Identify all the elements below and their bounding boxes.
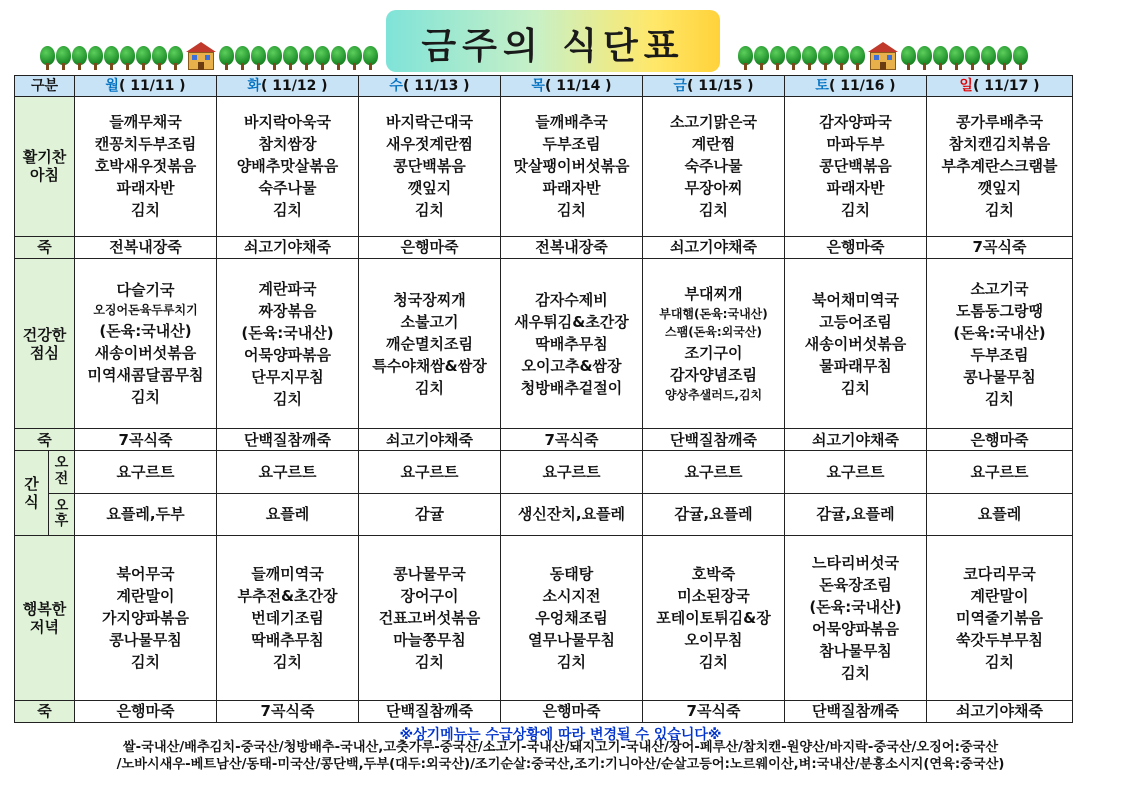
menu-item: 두부조림 (542, 135, 601, 154)
menu-item: 김치 (699, 201, 728, 220)
menu-item: 새우튀김&초간장 (514, 312, 629, 331)
menu-item: 김치 (841, 663, 870, 682)
dinner-label: 행복한 저녁 (15, 535, 75, 700)
menu-item: 북어채미역국 (812, 290, 899, 309)
menu-item: 마늘쫑무침 (393, 630, 466, 649)
menu-item: 캔꽁치두부조림 (94, 135, 197, 154)
menu-item: 바지락근대국 (386, 113, 473, 132)
day-header-fri (643, 76, 785, 97)
menu-item: 양상추샐러드,김치 (664, 387, 763, 402)
lunch-cell (217, 259, 359, 429)
menu-item: 콩나물무국 (393, 564, 466, 583)
menu-item: 청국장찌개 (393, 290, 466, 309)
day-name: 토 (815, 77, 829, 94)
menu-item: 포테이토튀김&장 (656, 608, 771, 627)
porridge-cell: 7곡식죽 (927, 236, 1073, 258)
snack-afternoon-label: 오 후 (49, 493, 75, 535)
snack-cell: 생신잔치,요플레 (501, 493, 643, 535)
tree-icon (104, 46, 119, 70)
menu-item: 바지락아욱국 (244, 113, 331, 132)
tree-icon (802, 46, 817, 70)
tree-icon (120, 46, 135, 70)
breakfast-cell (217, 97, 359, 237)
menu-item: 특수야채쌈&쌈장 (372, 356, 487, 375)
menu-item: 김치 (985, 652, 1014, 671)
menu-item: 들깨무채국 (109, 113, 182, 132)
menu-item: 새송이버섯볶음 (804, 334, 907, 353)
menu-item: 미역새콤달콤무침 (87, 365, 204, 384)
menu-item: (돈육:국내산) (809, 597, 902, 616)
menu-item: 김치 (557, 652, 586, 671)
porridge-label: 죽 (15, 700, 75, 722)
menu-item: 부추전&초간장 (237, 586, 338, 605)
tree-icon (933, 46, 948, 70)
tree-icon (168, 46, 183, 70)
tree-icon (331, 46, 346, 70)
menu-item: 소시지전 (542, 586, 601, 605)
menu-item: 콩단백볶음 (393, 157, 466, 176)
porridge-label: 죽 (15, 429, 75, 451)
tree-icon (219, 46, 234, 70)
tree-icon (754, 46, 769, 70)
menu-item: 호박새우젓볶음 (94, 157, 197, 176)
menu-item: 김치 (131, 201, 160, 220)
porridge-row (15, 700, 1073, 722)
dinner-cell (785, 535, 927, 700)
menu-item: 참치쌈장 (258, 135, 317, 154)
porridge-row (15, 236, 1073, 258)
breakfast-cell (501, 97, 643, 237)
menu-item: 청방배추겉절이 (520, 378, 623, 397)
tree-icon (136, 46, 151, 70)
day-name: 월 (105, 77, 119, 94)
porridge-cell: 은행마죽 (785, 236, 927, 258)
menu-item: 코다리무국 (963, 564, 1036, 583)
porridge-cell: 단백질참깨죽 (217, 429, 359, 451)
porridge-cell: 쇠고기야채죽 (217, 236, 359, 258)
snack-cell: 요플레,두부 (75, 493, 217, 535)
tree-decoration-left (40, 44, 378, 70)
snack-cell: 감귤,요플레 (785, 493, 927, 535)
day-name: 화 (247, 77, 261, 94)
menu-item: 짜장볶음 (258, 301, 317, 320)
tree-icon (786, 46, 801, 70)
menu-item: 단무지무침 (251, 367, 324, 386)
menu-item: (돈육:국내산) (241, 323, 334, 342)
origin-line: 쌀-국내산/배추김치-중국산/청방배추-국내산,고춧가루-중국산/소고기-국내산/돼지고기-국내산/장어-페루산/참치캔-원양산/바지락-중국산/오징어:중국산 (122, 740, 999, 755)
snack-morning-row (15, 451, 1073, 493)
snack-cell: 요구르트 (501, 451, 643, 493)
tree-icon (315, 46, 330, 70)
menu-item: 숙주나물 (684, 157, 743, 176)
tree-icon (347, 46, 362, 70)
menu-item: 파래자반 (826, 179, 885, 198)
porridge-cell: 은행마죽 (75, 700, 217, 722)
snack-afternoon-row (15, 493, 1073, 535)
porridge-row (15, 429, 1073, 451)
lunch-cell (359, 259, 501, 429)
day-header-tue (217, 76, 359, 97)
porridge-cell: 전복내장죽 (75, 236, 217, 258)
menu-item: 마파두부 (826, 135, 885, 154)
breakfast-cell (927, 97, 1073, 237)
tree-icon (56, 46, 71, 70)
lunch-cell (75, 259, 217, 429)
snack-cell: 요플레 (927, 493, 1073, 535)
menu-item: 콩가루배추국 (956, 113, 1043, 132)
menu-item: 콩나물무침 (963, 367, 1036, 386)
lunch-label: 건강한 점심 (15, 259, 75, 429)
menu-item: 부대찌개 (684, 284, 743, 303)
title-banner (386, 10, 720, 72)
porridge-cell: 은행마죽 (927, 429, 1073, 451)
snack-morning-label: 오 전 (49, 451, 75, 493)
day-date: ( 11/14 ) (544, 77, 612, 94)
menu-item: 소불고기 (400, 312, 459, 331)
menu-item: 계란말이 (970, 586, 1029, 605)
snack-cell: 요구르트 (359, 451, 501, 493)
menu-item: 김치 (273, 389, 302, 408)
menu-item: 김치 (841, 378, 870, 397)
menu-item: 딱배추무침 (535, 334, 608, 353)
menu-item: 느타리버섯국 (812, 553, 899, 572)
menu-item: 물파래무침 (819, 356, 892, 375)
day-date: ( 11/12 ) (260, 77, 328, 94)
tree-icon (770, 46, 785, 70)
tree-icon (965, 46, 980, 70)
menu-item: 새우젓계란찜 (386, 135, 473, 154)
tree-icon (917, 46, 932, 70)
day-date: ( 11/16 ) (828, 77, 896, 94)
menu-item: 김치 (415, 378, 444, 397)
origin-line: /노바시새우-베트남산/동태-미국산/콩단백,두부(대두:외국산)/조기순살:중국산,조기:기니아산/순살고등어:노르웨이산,벼:국내산/분홍소시지(연육:중국산) (116, 756, 1005, 772)
porridge-cell: 쇠고기야채죽 (785, 429, 927, 451)
menu-item: 김치 (131, 652, 160, 671)
menu-item: 호박죽 (691, 564, 736, 583)
menu-item: 깻잎지 (407, 179, 452, 198)
snack-label: 간 식 (15, 451, 49, 536)
lunch-cell (785, 259, 927, 429)
breakfast-label: 활기찬 아침 (15, 97, 75, 237)
day-date: ( 11/17 ) (972, 77, 1040, 94)
menu-item: 미역줄기볶음 (956, 608, 1043, 627)
menu-item: 두부조림 (970, 345, 1029, 364)
menu-item: 오이고추&쌈장 (521, 356, 622, 375)
menu-item: 부대햄(돈육:국내산) (659, 306, 768, 321)
menu-item: 참나물무침 (819, 641, 892, 660)
breakfast-cell (359, 97, 501, 237)
tree-icon (818, 46, 833, 70)
dinner-cell (75, 535, 217, 700)
snack-cell: 요플레 (217, 493, 359, 535)
menu-item: 깻잎지 (977, 179, 1022, 198)
porridge-cell: 쇠고기야채죽 (927, 700, 1073, 722)
menu-item: 김치 (985, 389, 1014, 408)
porridge-cell: 쇠고기야채죽 (643, 236, 785, 258)
tree-icon (997, 46, 1012, 70)
breakfast-cell (643, 97, 785, 237)
porridge-cell: 은행마죽 (501, 700, 643, 722)
menu-item: 번데기조림 (251, 608, 324, 627)
dinner-cell (501, 535, 643, 700)
menu-item: 딱배추무침 (251, 630, 324, 649)
porridge-label: 죽 (15, 236, 75, 258)
menu-item: (돈육:국내산) (953, 323, 1046, 342)
menu-item: 김치 (985, 201, 1014, 220)
porridge-cell: 전복내장죽 (501, 236, 643, 258)
menu-item: 감자양념조림 (670, 365, 757, 384)
menu-item: 소고기국 (970, 279, 1029, 298)
menu-item: 들깨배추국 (535, 113, 608, 132)
menu-item: 김치 (415, 652, 444, 671)
snack-cell: 요구르트 (785, 451, 927, 493)
dinner-cell (217, 535, 359, 700)
day-date: ( 11/13 ) (402, 77, 470, 94)
menu-item: 다슬기국 (116, 281, 175, 300)
day-date: ( 11/15 ) (686, 77, 754, 94)
menu-item: 새송이버섯볶음 (94, 343, 197, 362)
lunch-cell (501, 259, 643, 429)
menu-item: 동태탕 (549, 564, 594, 583)
tree-decoration-right (738, 44, 1028, 70)
lunch-cell (643, 259, 785, 429)
menu-item: 북어무국 (116, 564, 175, 583)
header-row (15, 76, 1073, 97)
tree-icon (251, 46, 266, 70)
porridge-cell: 단백질참깨죽 (643, 429, 785, 451)
breakfast-cell (785, 97, 927, 237)
menu-item: 열무나물무침 (528, 630, 615, 649)
menu-table (14, 75, 1073, 723)
breakfast-row (15, 97, 1073, 237)
lunch-row (15, 259, 1073, 429)
menu-item: 파래자반 (116, 179, 175, 198)
menu-item: 가지양파볶음 (102, 608, 189, 627)
day-name: 금 (673, 77, 687, 94)
dinner-row (15, 535, 1073, 700)
porridge-cell: 단백질참깨죽 (359, 700, 501, 722)
tree-icon (901, 46, 916, 70)
menu-item: 무장아찌 (684, 179, 743, 198)
day-date: ( 11/11 ) (118, 77, 186, 94)
menu-item: 김치 (273, 201, 302, 220)
menu-item: 장어구이 (400, 586, 459, 605)
porridge-cell: 7곡식죽 (501, 429, 643, 451)
breakfast-cell (75, 97, 217, 237)
menu-item: 미소된장국 (677, 586, 750, 605)
menu-item: 김치 (131, 387, 160, 406)
menu-item: 감자수제비 (535, 290, 608, 309)
menu-item: 부추계란스크램블 (941, 157, 1058, 176)
menu-item: 콩단백볶음 (819, 157, 892, 176)
tree-icon (283, 46, 298, 70)
snack-cell: 요구르트 (643, 451, 785, 493)
corner-header: 구분 (15, 76, 75, 97)
menu-item: (돈육:국내산) (99, 321, 192, 340)
dinner-cell (359, 535, 501, 700)
tree-icon (850, 46, 865, 70)
menu-item: 계란파국 (258, 279, 317, 298)
porridge-cell: 은행마죽 (359, 236, 501, 258)
house-icon (868, 42, 898, 70)
menu-item: 우엉채조림 (535, 608, 608, 627)
day-name: 일 (959, 77, 973, 94)
menu-item: 김치 (699, 652, 728, 671)
tree-icon (834, 46, 849, 70)
menu-item: 조기구이 (684, 343, 743, 362)
tree-icon (738, 46, 753, 70)
menu-item: 콩나물무침 (109, 630, 182, 649)
tree-icon (88, 46, 103, 70)
menu-item: 참치캔김치볶음 (948, 135, 1051, 154)
menu-item: 계란찜 (691, 135, 736, 154)
menu-item: 스팸(돈육:외국산) (665, 325, 762, 340)
snack-cell: 요구르트 (217, 451, 359, 493)
snack-cell: 감귤,요플레 (643, 493, 785, 535)
menu-item: 김치 (415, 201, 444, 220)
tree-icon (152, 46, 167, 70)
menu-item: 돈육장조림 (819, 575, 892, 594)
day-header-mon (75, 76, 217, 97)
tree-icon (72, 46, 87, 70)
menu-item: 들깨미역국 (251, 564, 324, 583)
porridge-cell: 7곡식죽 (75, 429, 217, 451)
tree-icon (235, 46, 250, 70)
menu-item: 건표고버섯볶음 (378, 608, 481, 627)
tree-icon (299, 46, 314, 70)
menu-item: 김치 (557, 201, 586, 220)
day-name: 목 (531, 77, 545, 94)
snack-cell: 감귤 (359, 493, 501, 535)
menu-item: 파래자반 (542, 179, 601, 198)
porridge-cell: 7곡식죽 (217, 700, 359, 722)
tree-icon (981, 46, 996, 70)
origin-info (20, 740, 1101, 773)
menu-item: 숙주나물 (258, 179, 317, 198)
menu-item: 감자양파국 (819, 113, 892, 132)
day-header-sat (785, 76, 927, 97)
tree-icon (267, 46, 282, 70)
porridge-cell: 쇠고기야채죽 (359, 429, 501, 451)
porridge-cell: 7곡식죽 (643, 700, 785, 722)
menu-item: 김치 (273, 652, 302, 671)
snack-cell: 요구르트 (927, 451, 1073, 493)
menu-item: 맛살팽이버섯볶음 (513, 157, 630, 176)
menu-item: 도톰동그랑땡 (956, 301, 1043, 320)
tree-icon (949, 46, 964, 70)
snack-cell: 요구르트 (75, 451, 217, 493)
change-notice: ※상기메뉴는 수급상황에 따라 변경될 수 있습니다※ (399, 727, 722, 743)
day-header-thu (501, 76, 643, 97)
tree-icon (363, 46, 378, 70)
dinner-cell (927, 535, 1073, 700)
lunch-cell (927, 259, 1073, 429)
menu-item: 깨순멸치조림 (386, 334, 473, 353)
menu-item: 계란말이 (116, 586, 175, 605)
day-name: 수 (389, 77, 403, 94)
tree-icon (1013, 46, 1028, 70)
dinner-cell (643, 535, 785, 700)
menu-item: 어묵양파볶음 (244, 345, 331, 364)
menu-item: 고등어조림 (819, 312, 892, 331)
menu-item: 오징어돈육두루치기 (93, 303, 198, 318)
menu-item: 어묵양파볶음 (812, 619, 899, 638)
day-header-wed (359, 76, 501, 97)
menu-item: 김치 (841, 201, 870, 220)
menu-item: 소고기맑은국 (670, 113, 757, 132)
house-icon (186, 42, 216, 70)
menu-item: 오이무침 (684, 630, 743, 649)
tree-icon (40, 46, 55, 70)
menu-item: 쑥갓두부무침 (956, 630, 1043, 649)
porridge-cell: 단백질참깨죽 (785, 700, 927, 722)
menu-item: 양배추맛살볶음 (236, 157, 339, 176)
page-title: 금주의 식단표 (421, 26, 685, 67)
day-header-sun (927, 76, 1073, 97)
